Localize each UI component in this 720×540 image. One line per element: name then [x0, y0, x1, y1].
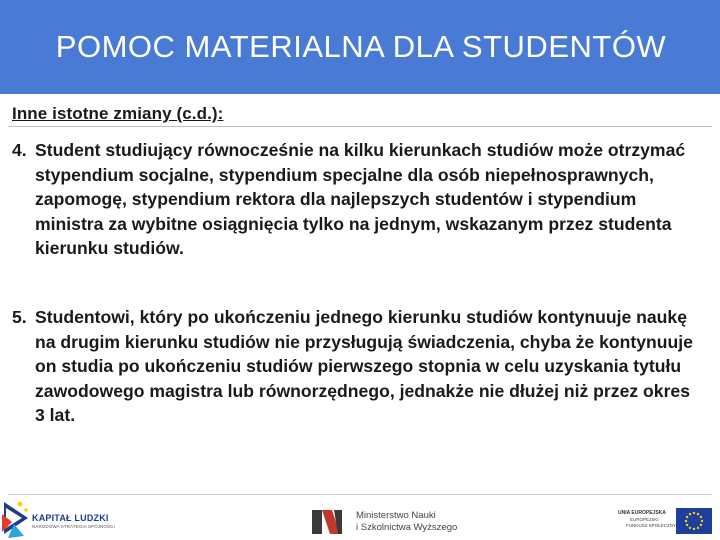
eu-star-icon — [689, 513, 691, 515]
ministry-emblem-icon — [310, 506, 350, 536]
eu-fund-label-2: FUNDUSZ SPOŁECZNY — [626, 523, 677, 528]
eu-star-icon — [701, 520, 703, 522]
eu-star-icon — [686, 516, 688, 518]
eu-fund-label-1: EUROPEJSKI — [630, 517, 659, 522]
ministry-logo — [310, 506, 458, 536]
eu-star-icon — [693, 528, 695, 530]
eu-union-label: UNIA EUROPEJSKA — [618, 510, 666, 516]
eu-star-icon — [685, 520, 687, 522]
list-item-text: Student studiujący równocześnie na kilku kierunkach studiów może otrzymać stypendium socjalne, stypendium specjalne dla osób niepełnosprawnych, zapomogę, stypendium rektora dla najlepszych studentów i stypendium ministra za wybitne osiągnięcia tylko na jednym, wskazanym przez studenta kierunku studiów. — [35, 140, 686, 259]
kapital-ludzki-emblem-icon — [0, 498, 32, 540]
bottom-divider — [8, 494, 712, 495]
eu-flag-icon — [676, 508, 712, 534]
eu-logo — [610, 508, 720, 538]
eu-star-icon — [693, 512, 695, 514]
section-subtitle: Inne istotne zmiany (c.d.): — [12, 104, 224, 123]
eu-star-icon — [686, 524, 688, 526]
kapital-ludzki-logo — [0, 498, 130, 538]
list-item — [12, 138, 702, 261]
list-item-text: Studentowi, który po ukończeniu jednego kierunku studiów kontynuuje naukę na drugim kierunku studiów nie przysługują świadczenia, chyba że kontynuuje on studia po ukończeniu studiów pierwszego stopnia w celu uzyskania tytułu zawodowego magistra lub równorzędnego, jednakże nie dłużej niż przez okres 3 lat. — [35, 307, 693, 426]
slide-title: POMOC MATERIALNA DLA STUDENTÓW — [55, 29, 667, 64]
kapital-ludzki-title: KAPITAŁ LUDZKI — [32, 513, 109, 523]
ministry-name-line1: Ministerstwo Nauki — [356, 510, 436, 521]
eu-star-icon — [700, 524, 702, 526]
slide-header — [0, 0, 720, 94]
list-item — [12, 305, 702, 428]
list-item-number: 4. — [12, 140, 27, 160]
footer-logos — [0, 496, 720, 540]
list-item-number: 5. — [12, 307, 27, 327]
top-divider — [8, 126, 712, 127]
eu-star-icon — [697, 527, 699, 529]
eu-star-icon — [697, 513, 699, 515]
eu-star-icon — [700, 516, 702, 518]
kapital-ludzki-subtitle: NARODOWA STRATEGIA SPÓJNOŚCI — [32, 524, 115, 529]
ministry-name-line2: i Szkolnictwa Wyższego — [356, 522, 458, 533]
eu-star-icon — [689, 527, 691, 529]
